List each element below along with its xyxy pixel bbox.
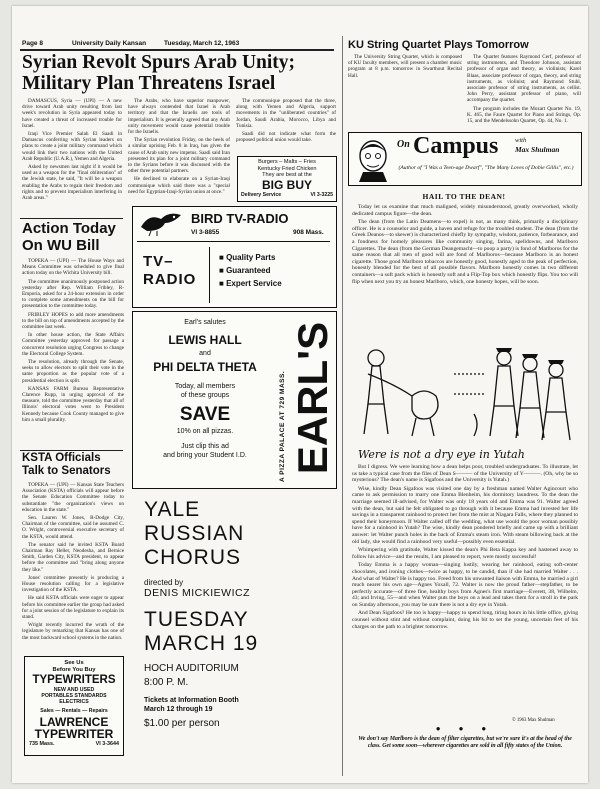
earls-house-2: PHI DELTA THETA [153, 360, 257, 374]
typewriters-electrics: ELECTRICS [59, 699, 89, 706]
bullet-icon: ■ [219, 279, 227, 288]
typewriters-phone: VI 3-3644 [95, 740, 119, 747]
ksta-headline: KSTA Officials Talk to Senators [22, 452, 111, 477]
syria-col-1: DAMASCUS, Syria — (UPI) — A new drive toward Arab unity resulting from last week's revolution in Syria appeared today to have created a threat of increased trouble for Israel. Iraqi Vice Premier Salah El Saadi in Damascus conferring with Syrian leaders on plans to create a joint military command which would link their two nations with the United Arab Republic (U.A.R.), Yemen and Algeria. Asked by newsmen last night if it would be used as a weapon for the "final obliteration" of the Jewish state, he said, "It will be a weapon enabling the Arabs to regain their freedom and rights and to prevent imperialism interfering in Arab areas." [22, 98, 122, 202]
earls-clip: Just clip this ad [181, 443, 229, 450]
bird-tv-phone: VI 3-8855 [191, 229, 220, 236]
bird-tv-label: TV– [143, 253, 174, 270]
typewriters-before: Before You Buy [52, 667, 96, 673]
bird-feature-2: ■ Guaranteed [219, 266, 271, 275]
paper-name: University Daily Kansan [72, 40, 147, 47]
shulman-body: But I digress. We were learning how a dean helps poor, troubled undergraduates. To illustrate, let us take a typical case from the files of Dean S——— of the University of Y———. (Oh, why be so mysterious? The dean's name is Sigafoos and the University is Yutah.) Wise, kindly Dean Sigafoos was visited one day by a freshman named Walter Agincourt who came to ask permission to marry one Emma Blenheim, his dormitory laundress. To the dean the marriage seemed ill-advised, for Walter was only 18 years old and Emma was 91. Walter agreed with the dean, but said he felt obligated to go through with it because Emma had invested her life savings in a transparent rainhood to protect her from the mist at Niagara Falls, where they planned to spend their honeymoon. If Walter called off the wedding, what use would the poor woman possibly have for a rainhood in Yutah? The wise, kindly dean pondered briefly and came up with a brilliant answer: let Walter punch holes in the back of Emma's steam iron. With steam billowing back at the old lady, she would find a rainhood very useful—possibly even essential. Whimpering with gratitude, Walter kissed the dean's Phi Beta Kappa key and hastened away to follow his advice—and the results, I am pleased to report, were mostly successful! Today Emma is a happy woman—singing lustily, wearing her rainhood, eating soft-center chocolates, and ironing clothes—twice as happy, to be candid, than if she had married Walter . . . And what of Walter? He is happy too. Freed from his unwanted liaison with Emma, he married a girl much nearer his own age—Agnes Yoxall, 72. Walter is now the proud father—stepfather, to be perfectly accurate—of three fine, healthy boys from Agnes's first marriage—Everett, 38, Wilhelm, 43; and Irving, 55—and when Walter puts the boys on a lead and takes them for a stroll in the park on Sunday afternoon, you may be sure there is not a dry eye in Yutah. And Dean Sigafoos? He too is happy—happy to spend long, tiring hours in his little office, giving counsel without stint and without complaint, doing his bit to set the young, uncertain feet of his charges on the path to a brighter tomorrow. [352, 464, 578, 630]
typewriters-new-used: NEW AND USED [53, 687, 95, 693]
chorus-director: DENIS MICKIEWICZ [144, 587, 251, 599]
shulman-intro: Today let us examine that much maligned, widely misunderstood, greatly overworked, wholly dedicated campus figure—the dean. The dean (from the Latin Deamens—to expel) is not, as many think, primarily a disciplinary officer. He is a counselor and guide, a haven and refuge for the troubled student. The dean (from the Greek Deanos—to skewer) is characterized chiefly by sympathy, wisdom, patience, forbearance, and a fondness for homely pleasures like community singing, farina, spelldowns, and Marlboro Cigarettes. The dean (from the German Deangemacht—to poop a party) is fond of Marlboros for the same reason that all men of good will are fond of Marlboros—because Marlboro is an honest cigarette. Those good Marlboro tobaccos are honestly good, honestly aged to the peak of perfection, honestly blended for the best of all possible flavors. Marlboro honestly comes in two different containers—a soft pack which is honestly soft and a Flip-Top box which honestly flips. You too will flip when next you try an honest Marlboro, which, one honesty hopes, will be soon. [352, 204, 578, 285]
chorus-day: TUESDAY [144, 608, 249, 631]
typewriters-title: TYPEWRITERS [32, 674, 116, 686]
big-buy-line3: They are best at the [262, 172, 312, 178]
typewriters-name-1: LAWRENCE [39, 714, 109, 729]
earls-salutes: Earl's salutes [184, 319, 226, 326]
string-headline: KU String Quartet Plays Tomorrow [348, 39, 529, 51]
syria-col-2: The Arabs, who have superior manpower, have always contended that Israel is Arab territory and that the Israelis are tools of imperialism. It is generally agreed that any Arab unity movement would cause potential trouble for the Israelis. The Syrian revolution Friday, on the heels of a similar uprising Feb. 8 in Iraq, has given the cause of Arab unity new impetus. Saadi said Iran presented its plan for a joint military command to the Syrians before it was discussed with the other three potential partners. He declined to elaborate on a Syrian-Iraqi communique which said there was a "special need for Egyptian-Iraqi-Syrian union at once." [128, 98, 230, 195]
earls-house-1: LEWIS HALL [168, 333, 242, 347]
earls-today: Today, all members [174, 383, 236, 390]
big-buy-line1: Burgers – Malts – Fries [258, 159, 316, 165]
typewriters-see: See Us [64, 660, 84, 666]
chorus-price: $1.00 per person [144, 718, 220, 729]
earls-save: SAVE [179, 404, 231, 425]
earls-discount: 10% on all pizzas. [176, 428, 234, 435]
shulman-credit: (Author of "I Was a Teen-age Dwarf", "The Many Loves of Dobie Gillis", etc.) [398, 165, 574, 171]
shulman-on: On [397, 139, 410, 150]
earls-vertical-name: EARL'S [289, 321, 336, 475]
earls-and: and [199, 350, 211, 357]
chorus-time: 8:00 P. M. [144, 677, 189, 688]
earls-bring: and bring your Student I.D. [163, 452, 247, 459]
typewriters-address: 735 Mass. [29, 740, 55, 747]
shulman-footer: We don't say Marlboro is the dean of filter cigarettes, but we're sure it's at the head of the class. Get some soon—wherever cigarettes are sold in all fifty states of the Union. [358, 736, 572, 749]
issue-date: Tuesday, March 12, 1963 [164, 40, 240, 47]
chorus-line-2: RUSSIAN [144, 522, 245, 545]
syria-headline: Syrian Revolt Spurs Arab Unity; Military Plan Threatens Israel [22, 52, 296, 94]
shulman-header [348, 132, 582, 186]
earls-groups: of these groups [180, 392, 230, 399]
wu-headline: Action Today On WU Bill [22, 220, 116, 254]
typewriters-name-2: TYPEWRITER [34, 727, 114, 742]
bullet-icon: ■ [219, 253, 227, 262]
bird-feature-3: ■ Expert Service [219, 279, 282, 288]
typewriters-portables: PORTABLES STANDARDS [41, 693, 107, 700]
big-buy-service: Delivery Service [241, 191, 282, 198]
chorus-tickets-1: Tickets at Information Booth [144, 697, 239, 704]
chorus-venue: HOCH AUDITORIUM [144, 663, 239, 674]
chorus-tickets-2: March 12 through 19 [144, 706, 213, 713]
newspaper-page [12, 6, 588, 783]
typewriters-sales: Sales — Rentals — Repairs [40, 707, 108, 714]
shulman-with: with [515, 137, 527, 144]
earls-vertical-tag: A PIZZA PALACE AT 729 MASS. [279, 370, 286, 482]
earls-ad [132, 311, 337, 489]
big-buy-ad [237, 156, 337, 202]
wu-story: TOPEKA — (UPI) — The House Ways and Means Committee was scheduled to give final action today on the Wichita University bill. The committee unanimously postponed action yesterday after Rep. William Fribley, R-Emporia, asked for a 24-hour extension in order to complete some amendments on the bill for presentation to the committee today. FRIBLEY HOPES to add more amendments to the bill on top of amendments accepted by the committee last week. In other house action, the State Affairs Committee yesterday approved for passage a concurrent resolution urging Congress to change the Electoral College System. The resolution, already through the Senate, seeks to allow electors to split their vote in the same proportion as the popular vote of a presidential election is split. KANSAS FARM Bureau Representative Clarence Rupp, in urging approval of the measure, told the committee yesterday that all of Illinois' electoral votes went to President Kennedy because Cook County managed to give him a small plurality. [22, 258, 124, 423]
bird-tv-name: BIRD TV-RADIO [191, 211, 289, 226]
string-col-2: The Quartet features Raymond Cerf, professor of string instruments, and Theodore Johnson, assistant professor of organ and theory, as violinists; Karel Blaas, associate professor of organ, theory, and string instruments, as violinist; and Raymond Stuhl, associate professor of string instruments, as cellist. John Perry, assistant professor of piano, will accompany the quartet. The program includes the Mozart Quartet No. 19, K. 465, the Faure Quartet for Piano and Strings, Op. 15, and the Mendelssohn Quartet, Op. 44, No. 1. [467, 54, 581, 125]
ksta-story: TOPEKA — (UPI) — Kansas State Teachers Association (KSTA) officials will appear before the Senate Education Committee today to substantiate "the organization's views on education in the state." Sen. Lauren W. Jones, R-Dodge City, Chairman of the committee, said he assumed C. O. Wright, controversial executive secretary of the KSTA, would attend. The senator said he invited KSTA Board Chairman Ray Heller, Neodesha, and Bernice Smith, Garden City, KSTA president, to appear before the committee and "bring along anyone they like." Jones' committee presently is producing a House resolution calling for a legislative investigation of the KSTA. He said KSTA officials were eager to appear before his committee earlier the group had asked for a joint session of the legislature to explain its stand. Wright recently incurred the wrath of the legislature by remarking that Kansas has one of the most backward school systems in the nation. [22, 482, 124, 641]
bird-feature-1: ■ Quality Parts [219, 253, 276, 262]
bird-tv-ad [132, 206, 337, 308]
shulman-copyright: © 1963 Max Shulman [512, 718, 555, 723]
bird-radio-label: RADIO [143, 271, 197, 288]
big-buy-name: BIG BUY [261, 177, 312, 192]
shulman-portrait-icon [353, 136, 393, 182]
shulman-author: Max Shulman [515, 145, 560, 154]
typewriters-ad [24, 656, 124, 756]
yale-chorus-ad [144, 498, 334, 729]
bullet-icon: ■ [219, 266, 227, 275]
big-buy-line2: Kentucky Fried Chicken [257, 165, 317, 172]
dean-cartoon [354, 344, 578, 452]
syria-col-3: The communique proposed that the three, along with Yemen and Algeria, support movements in the "unliberated countries" of Jordan, Saudi Arabia, Morocco, Libya and Tunisia. Saadi did not indicate what form the proposed political union would take. [236, 98, 336, 144]
bird-icon [137, 209, 185, 237]
page-number: Page 8 [22, 40, 43, 47]
shulman-title: HAIL TO THE DEAN! [422, 192, 506, 201]
chorus-line-3: CHORUS [144, 546, 242, 569]
bullet-divider: ● ● ● [435, 724, 495, 733]
chorus-line-1: YALE [144, 498, 201, 521]
string-col-1: The University String Quartet, which is composed of KU faculty members, will present a chamber music program at 8 p.m. tomorrow in Swarthout Recital Hall. [348, 54, 462, 79]
column-divider [342, 36, 343, 776]
folio-rule [20, 49, 334, 51]
big-buy-phone: VI 3-3225 [310, 191, 333, 198]
bird-tv-address: 908 Mass. [293, 229, 324, 236]
chorus-date: MARCH 19 [144, 632, 259, 655]
shulman-campus: Campus [413, 133, 499, 159]
cartoon-caption: Were is not a dry eye in Yutah [358, 448, 525, 461]
chorus-directed: directed by [144, 578, 184, 587]
